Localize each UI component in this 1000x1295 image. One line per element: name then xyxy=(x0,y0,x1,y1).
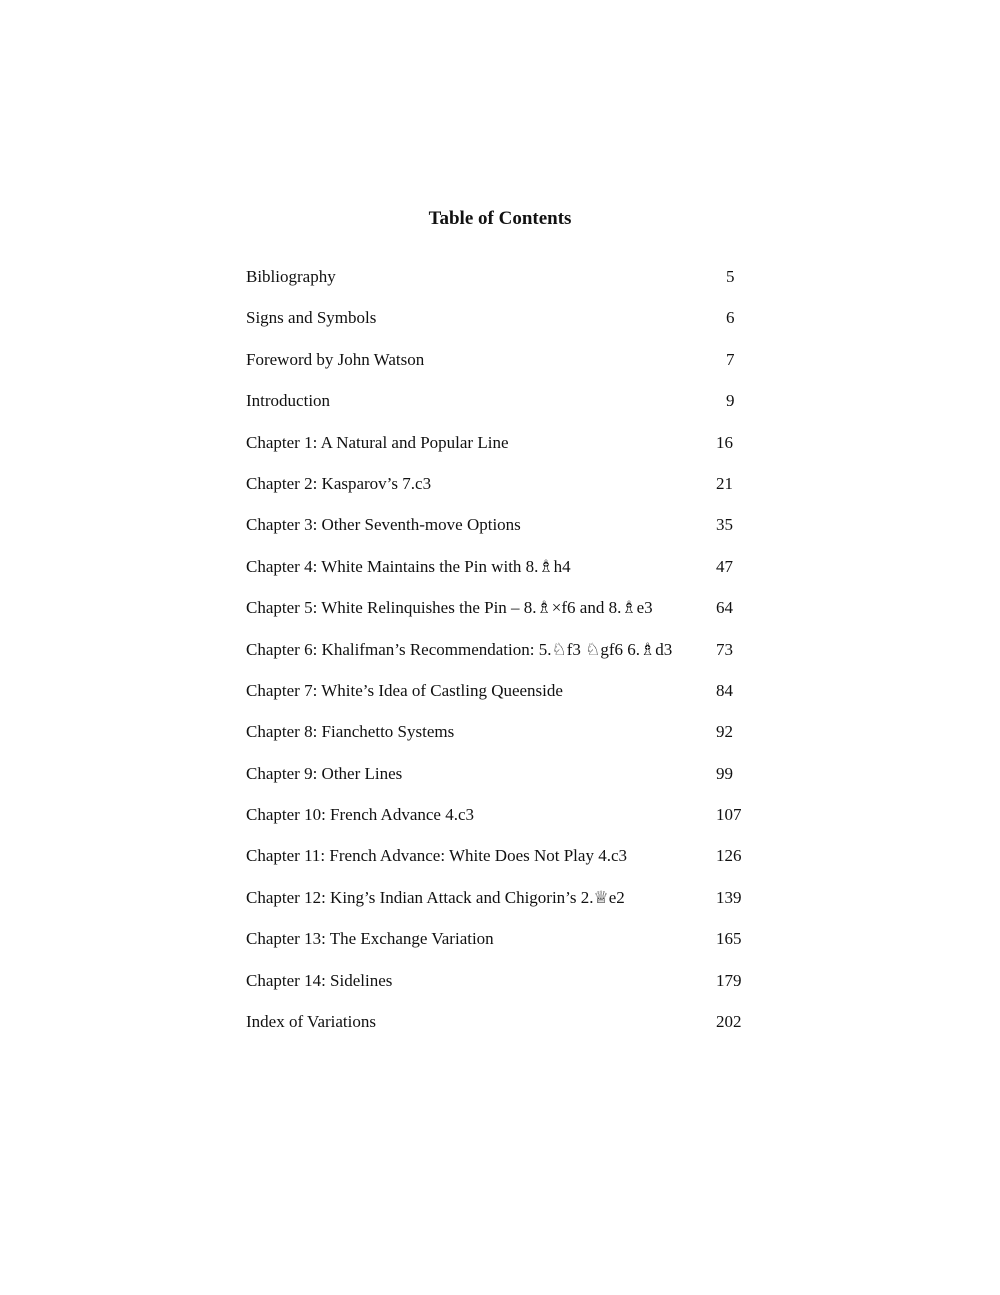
toc-entry-page: 202 xyxy=(716,1012,742,1032)
toc-entry-page: 92 xyxy=(716,722,733,742)
toc-entry xyxy=(246,763,746,804)
toc-entry xyxy=(246,639,746,680)
toc-entry xyxy=(246,928,746,969)
toc-entry-page: 73 xyxy=(716,639,733,659)
page-title: Table of Contents xyxy=(428,208,572,229)
toc-entry-page: 99 xyxy=(716,763,733,783)
toc-entry-label: Chapter 11: French Advance: White Does Not Play 4.c3 xyxy=(246,846,627,866)
toc-entry xyxy=(246,721,746,762)
toc-entry-label: Chapter 14: Sidelines xyxy=(246,970,393,990)
toc-entry-label: Chapter 3: Other Seventh-move Options xyxy=(246,515,521,535)
toc-entry-page: 84 xyxy=(716,680,733,700)
toc-entry-page: 7 xyxy=(726,349,735,369)
toc-entry-page: 165 xyxy=(716,929,742,949)
toc-entry-label: Chapter 5: White Relinquishes the Pin – 8.♗×f6 and 8.♗e3 xyxy=(246,598,653,618)
toc-entry-label: Chapter 7: White’s Idea of Castling Queenside xyxy=(246,680,563,700)
toc-entry xyxy=(246,597,746,638)
toc-entry-label: Chapter 13: The Exchange Variation xyxy=(246,929,494,949)
toc-entry-label: Signs and Symbols xyxy=(246,308,377,328)
toc-entry-label: Chapter 8: Fianchetto Systems xyxy=(246,722,455,742)
toc-entry xyxy=(246,432,746,473)
toc-entry xyxy=(246,390,746,431)
toc-entry xyxy=(246,887,746,928)
toc-entry xyxy=(246,804,746,845)
toc-entry xyxy=(246,970,746,1011)
toc-entry-label: Chapter 1: A Natural and Popular Line xyxy=(246,432,509,452)
toc-entry-label: Chapter 6: Khalifman’s Recommendation: 5.♘f3 ♘gf6 6.♗d3 xyxy=(246,639,673,659)
toc-entry xyxy=(246,845,746,886)
toc-entry-label: Chapter 4: White Maintains the Pin with 8.♗h4 xyxy=(246,556,571,576)
toc-entry-page: 6 xyxy=(726,308,735,328)
toc-entry-page: 21 xyxy=(716,473,733,493)
toc-entry xyxy=(246,307,746,348)
toc-entry-page: 126 xyxy=(716,846,742,866)
toc-entry-page: 107 xyxy=(716,805,742,825)
toc-entry xyxy=(246,349,746,390)
toc-entry-page: 9 xyxy=(726,391,735,411)
toc-entry-page: 47 xyxy=(716,556,733,576)
toc-entry-page: 16 xyxy=(716,432,733,452)
toc-entry-label: Chapter 10: French Advance 4.c3 xyxy=(246,805,475,825)
toc-entry-label: Chapter 12: King’s Indian Attack and Chigorin’s 2.♕e2 xyxy=(246,887,625,907)
toc-entry xyxy=(246,473,746,514)
toc-list xyxy=(246,266,746,1052)
toc-entry-page: 64 xyxy=(716,598,733,618)
toc-entry-label: Bibliography xyxy=(246,267,336,286)
toc-entry-page: 35 xyxy=(716,515,733,535)
toc-entry-label: Index of Variations xyxy=(246,1012,376,1032)
toc-entry xyxy=(246,514,746,555)
toc-entry xyxy=(246,266,746,307)
toc-entry xyxy=(246,556,746,597)
toc-entry xyxy=(246,680,746,721)
toc-entry-label: Chapter 2: Kasparov’s 7.c3 xyxy=(246,473,432,493)
toc-entry-label: Introduction xyxy=(246,391,331,411)
toc-entry-page: 5 xyxy=(726,267,735,286)
toc-entry-label: Foreword by John Watson xyxy=(246,349,425,369)
toc-entry-page: 179 xyxy=(716,970,742,990)
toc-entry-label: Chapter 9: Other Lines xyxy=(246,763,403,783)
toc-entry-page: 139 xyxy=(716,887,742,907)
toc-entry xyxy=(246,1011,746,1052)
